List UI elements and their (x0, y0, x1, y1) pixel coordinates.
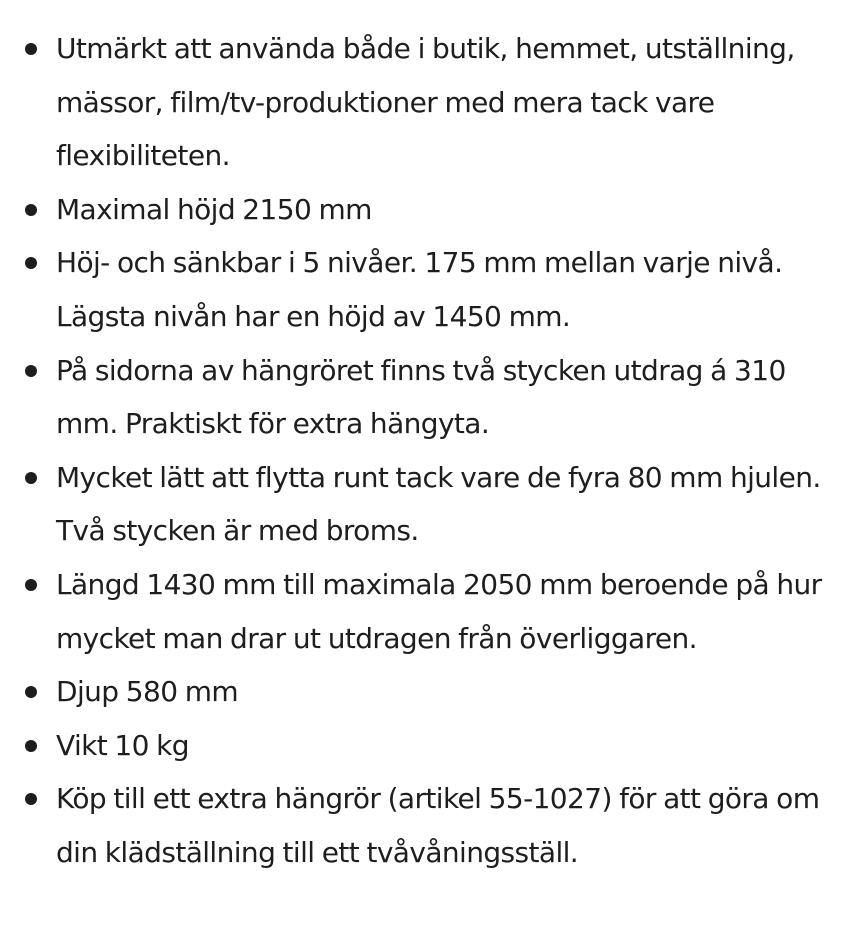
bullet-icon (25, 204, 37, 216)
bullet-icon (25, 686, 37, 698)
bullet-icon (25, 579, 37, 591)
feature-item-depth (56, 665, 846, 719)
product-feature-list (0, 22, 846, 880)
bullet-icon (25, 740, 37, 752)
feature-text: Längd 1430 mm till maximala 2050 mm beroende på hur mycket man drar ut utdragen från överliggaren. (56, 567, 822, 655)
bullet-icon (25, 472, 37, 484)
bullet-icon (25, 43, 37, 55)
bullet-icon (25, 365, 37, 377)
feature-text: Utmärkt att använda både i butik, hemmet, utställning, mässor, film/tv-produktioner med mera tack vare flexibiliteten. (56, 32, 795, 173)
feature-text: Höj- och sänkbar i 5 nivåer. 175 mm mellan varje nivå. Lägsta nivån har en höjd av 1450 mm. (56, 246, 783, 333)
feature-text: Mycket lätt att flytta runt tack vare de fyra 80 mm hjulen. Två stycken är med broms. (56, 460, 821, 548)
bullet-icon (25, 793, 37, 805)
feature-item-max-height (56, 183, 846, 237)
feature-item-weight (56, 719, 846, 773)
feature-item-extensions (56, 344, 846, 451)
feature-text: Maximal höjd 2150 mm (56, 192, 372, 226)
feature-item-usage (56, 22, 846, 183)
feature-text: Vikt 10 kg (56, 728, 189, 762)
feature-item-length (56, 558, 846, 665)
feature-text: På sidorna av hängröret finns två stycken utdrag á 310 mm. Praktiskt för extra hängyta. (56, 353, 786, 441)
feature-item-adjustable-levels (56, 236, 846, 343)
feature-text: Djup 580 mm (56, 675, 239, 709)
feature-item-wheels (56, 451, 846, 558)
feature-text: Köp till ett extra hängrör (artikel 55-1027) för att göra om din klädställning till ett tvåvåningsställ. (56, 782, 820, 869)
bullet-icon (25, 257, 37, 269)
feature-item-extra-rail (56, 772, 846, 879)
